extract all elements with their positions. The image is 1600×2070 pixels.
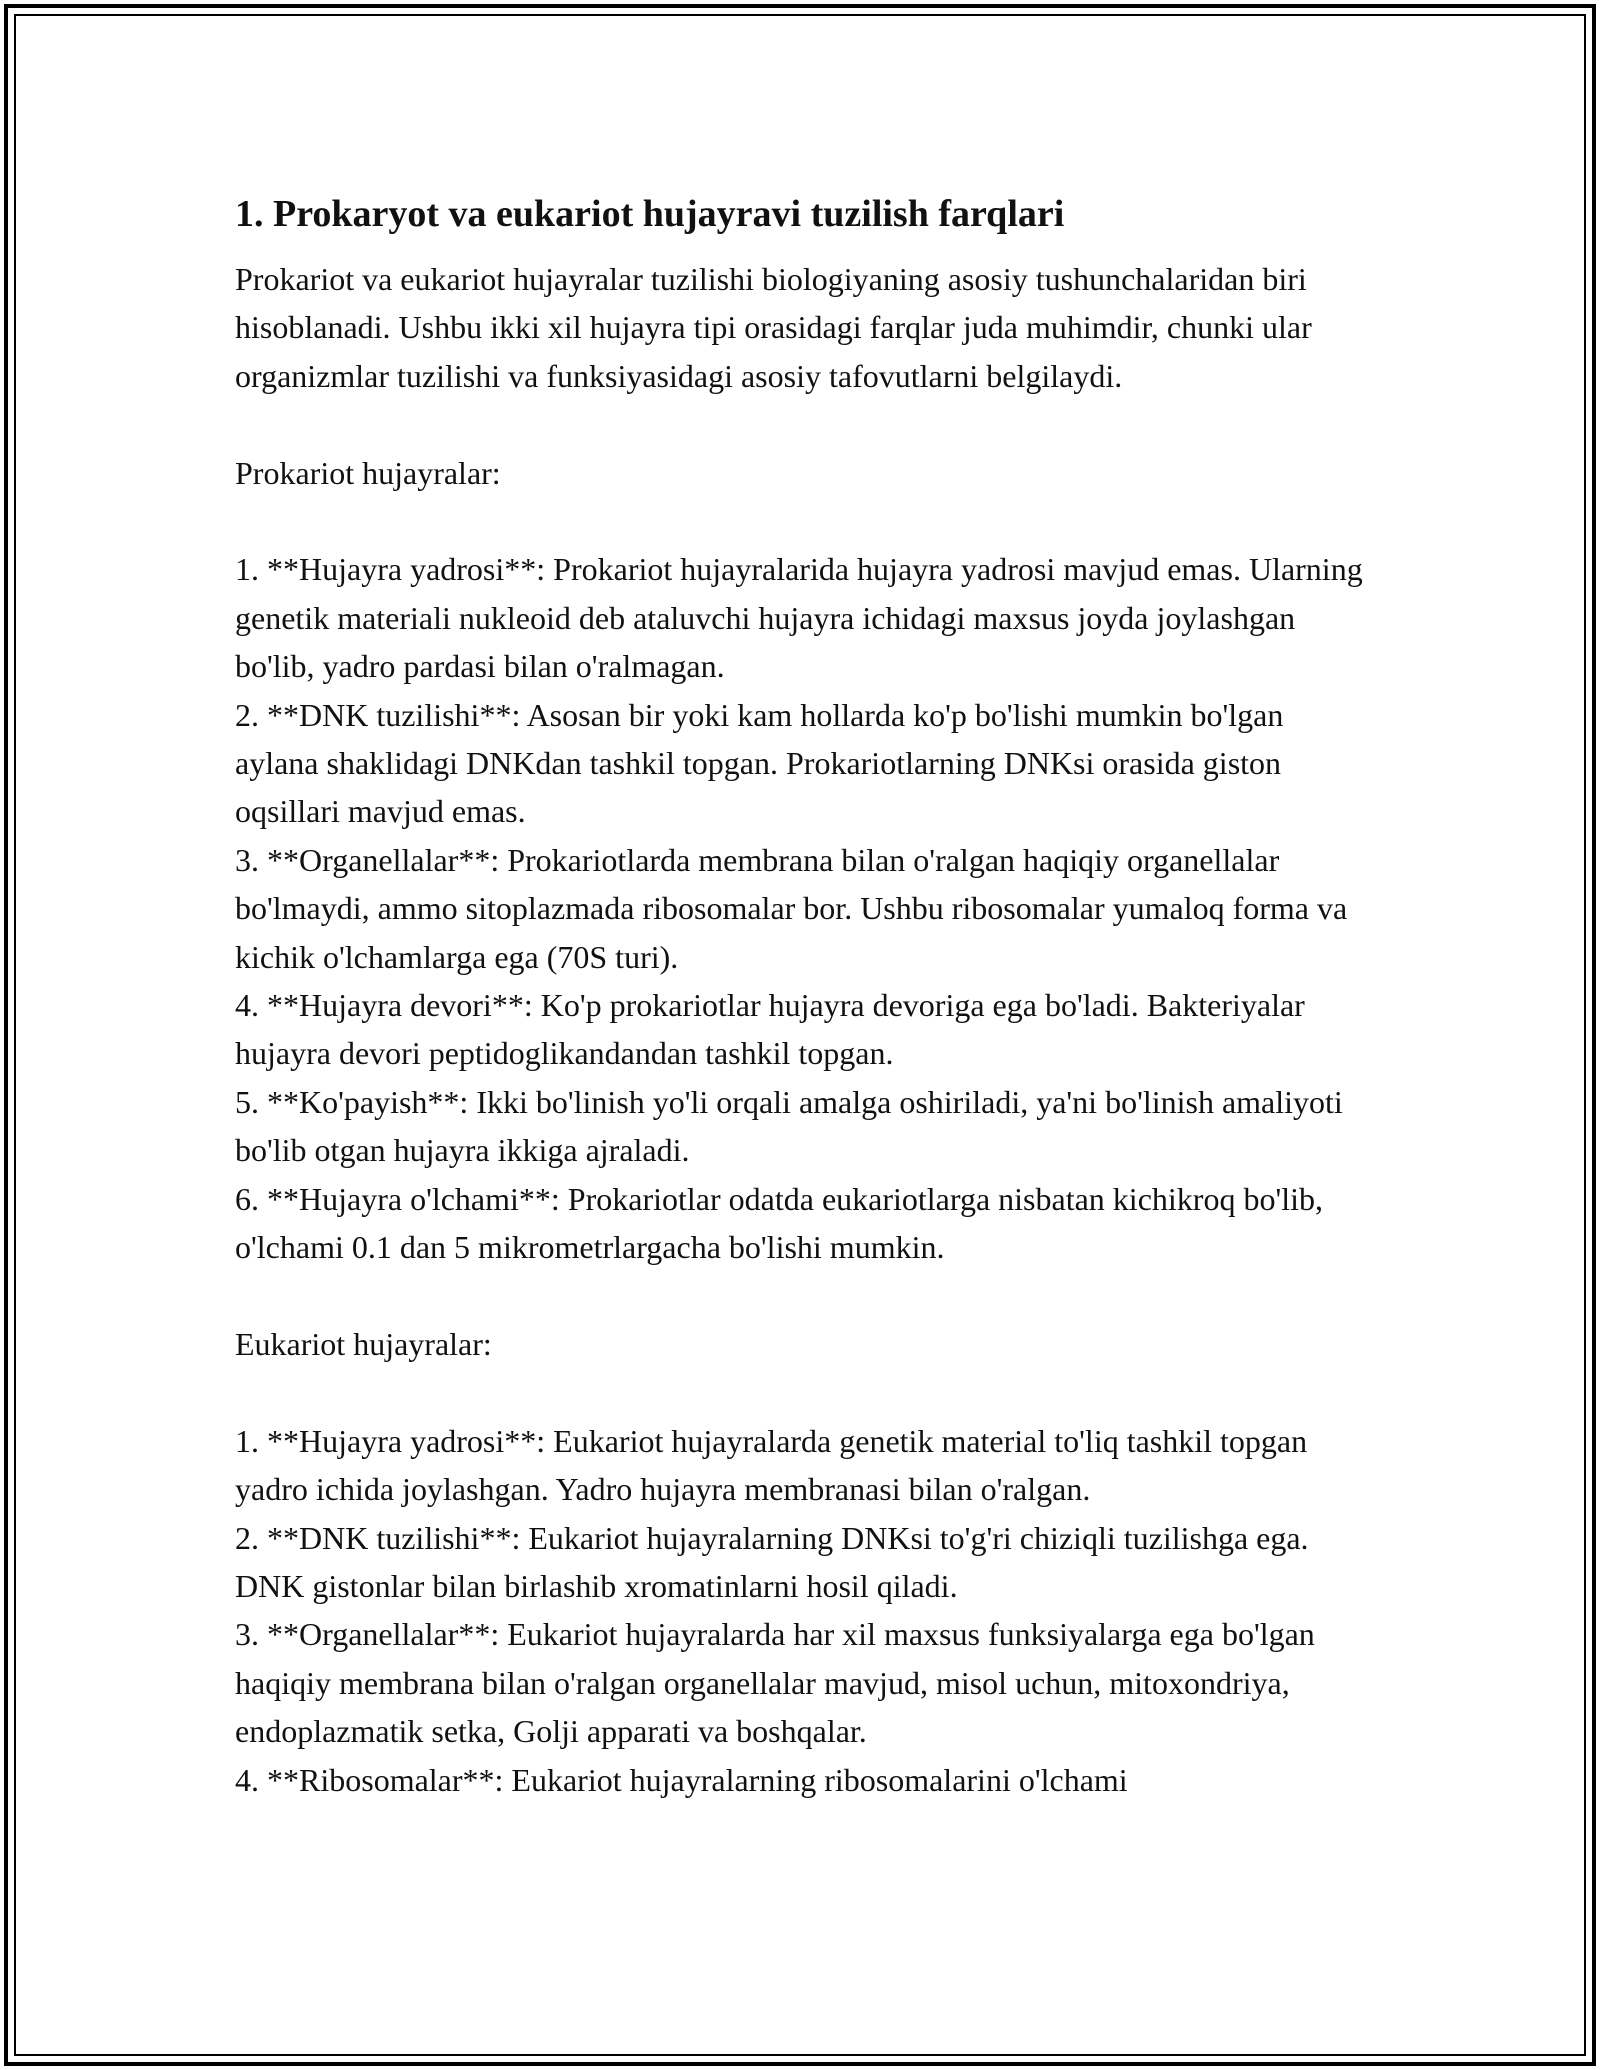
list-item: 5. **Ko'payish**: Ikki bo'linish yo'li orqali amalga oshiriladi, ya'ni bo'linish amaliyoti bo'lib otgan hujayra ikkiga ajraladi. bbox=[235, 1083, 1343, 1169]
list-item: 3. **Organellalar**: Eukariot hujayralarda har xil maxsus funksiyalarga ega bo'lgan haqiqiy membrana bilan o'ralgan organellalar mavjud, misol uchun, mitoxondriya, endoplazmatik setka, Golji apparati va boshqalar. bbox=[235, 1616, 1315, 1750]
eukaryote-heading: Eukariot hujayralar: bbox=[235, 1325, 492, 1362]
spacer bbox=[235, 1272, 1365, 1320]
spacer bbox=[235, 497, 1365, 545]
list-item: 6. **Hujayra o'lchami**: Prokariotlar odatda eukariotlarga nisbatan kichikroq bo'lib, o'lchami 0.1 dan 5 mikrometrlargacha bo'lishi mumkin. bbox=[235, 1180, 1323, 1266]
list-item: 3. **Organellalar**: Prokariotlarda membrana bilan o'ralgan haqiqiy organellalar bo'lmaydi, ammo sitoplazmada ribosomalar bor. Ushbu ribosomalar yumaloq forma va kichik o'lchamlarga ega (70S turi). bbox=[235, 841, 1348, 975]
prokaryote-list bbox=[235, 545, 1365, 1271]
list-item: 4. **Ribosomalar**: Eukariot hujayralarning ribosomalarini o'lchami bbox=[235, 1761, 1128, 1798]
prokaryote-heading: Prokariot hujayralar: bbox=[235, 454, 501, 491]
list-item: 1. **Hujayra yadrosi**: Eukariot hujayralarda genetik material to'liq tashkil topgan yadro ichida joylashgan. Yadro hujayra membranasi bilan o'ralgan. bbox=[235, 1422, 1308, 1508]
list-item: 2. **DNK tuzilishi**: Asosan bir yoki kam hollarda ko'p bo'lishi mumkin bo'lgan aylana shaklidagi DNKdan tashkil topgan. Prokariotlarning DNKsi orasida giston oqsillari mavjud emas. bbox=[235, 696, 1284, 830]
document-title: 1. Prokaryot va eukariot hujayravi tuzilish farqlari bbox=[235, 193, 1065, 235]
intro-paragraph: Prokariot va eukariot hujayralar tuzilishi biologiyaning asosiy tushunchalaridan biri hisoblanadi. Ushbu ikki xil hujayra tipi orasidagi farqlar juda muhimdir, chunki ular organizmlar tuzilishi va funksiyasidagi asosiy tafovutlarni belgilaydi. bbox=[235, 261, 1312, 394]
list-item: 4. **Hujayra devori**: Ko'p prokariotlar hujayra devoriga ega bo'ladi. Bakteriyalar hujayra devori peptidoglikandandan tashkil topgan. bbox=[235, 987, 1305, 1072]
document-body bbox=[235, 185, 1365, 1804]
spacer bbox=[235, 1368, 1365, 1416]
list-item: 1. **Hujayra yadrosi**: Prokariot hujayralarida hujayra yadrosi mavjud emas. Ularning genetik materiali nukleoid deb ataluvchi hujayra ichidagi maxsus joyda joylashgan bo'lib, yadro pardasi bilan o'ralmagan. bbox=[235, 551, 1363, 685]
spacer bbox=[235, 400, 1365, 448]
list-item: 2. **DNK tuzilishi**: Eukariot hujayralarning DNKsi to'g'ri chiziqli tuzilishga ega. DNK gistonlar bilan birlashib xromatinlarni hosil qiladi. bbox=[235, 1519, 1309, 1604]
eukaryote-list bbox=[235, 1417, 1365, 1804]
